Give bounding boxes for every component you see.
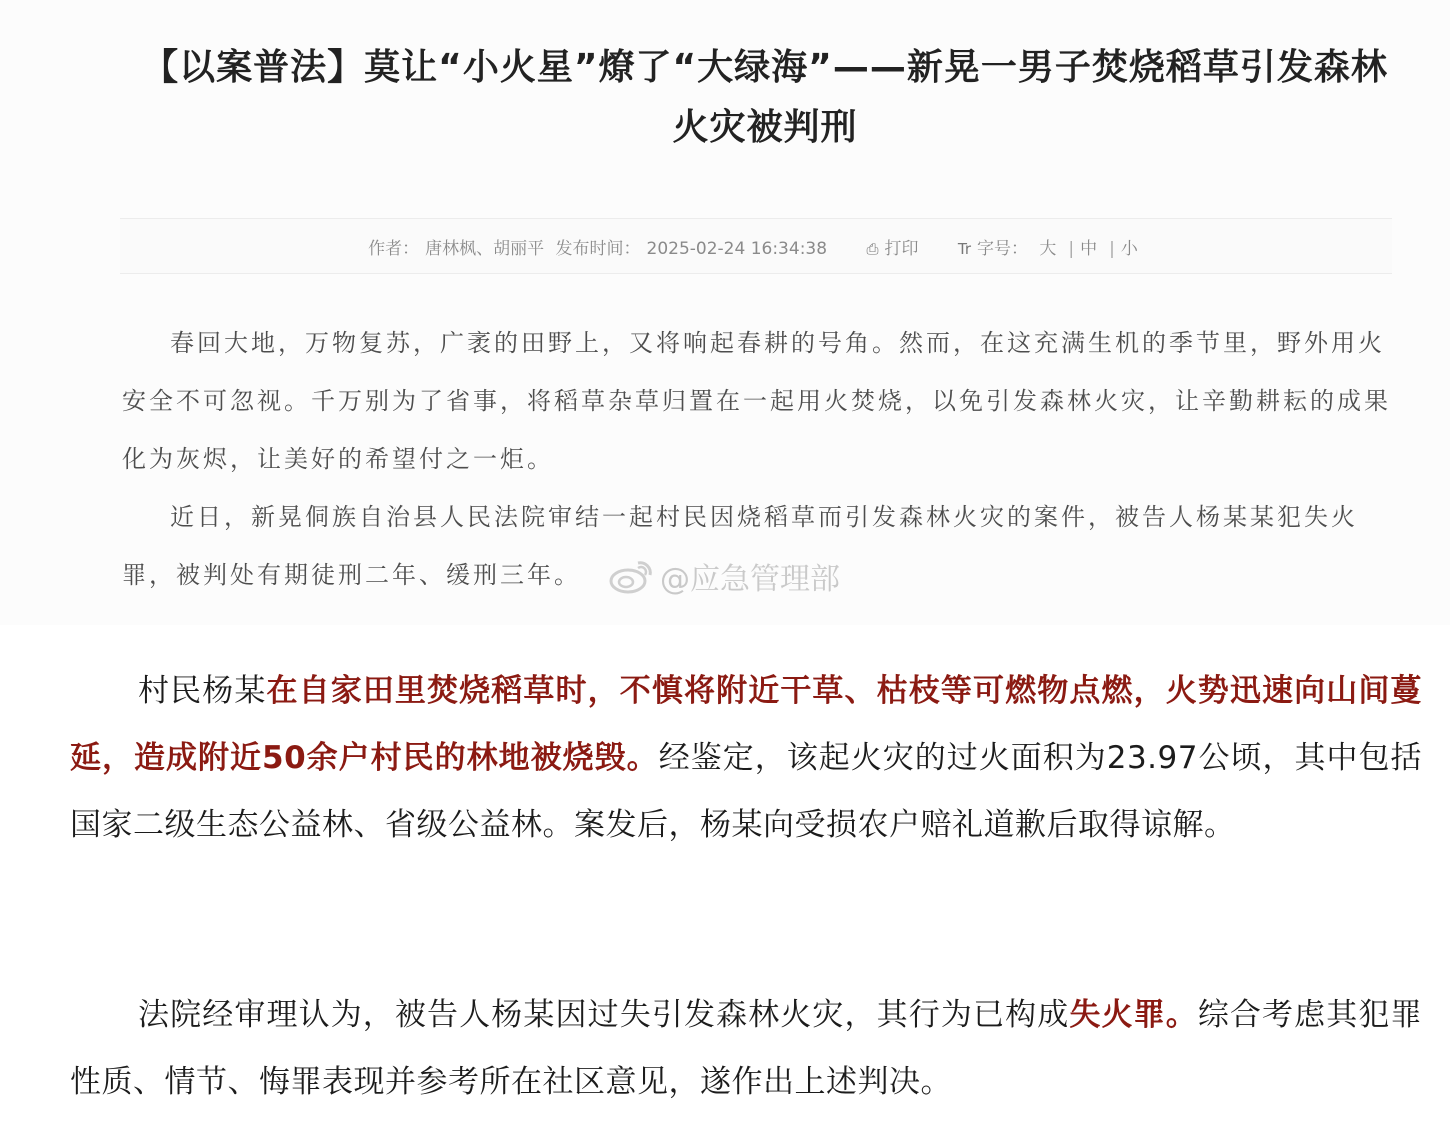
inner-paragraph-2: 近日，新晃侗族自治县人民法院审结一起村民因烧稻草而引发森林火灾的案件，被告人杨某某犯失火罪，被判处有期徒刑二年、缓刑三年。 bbox=[122, 503, 1358, 589]
font-size-large[interactable]: 大 bbox=[1039, 239, 1057, 259]
body-paragraph-1 bbox=[70, 658, 1422, 859]
font-size-small[interactable]: 小 bbox=[1120, 239, 1138, 259]
para2-text-b: 综合考虑其犯罪性质、情节、悔罪表现并参考所在社区意见，遂作出上述判决。 bbox=[70, 997, 1423, 1100]
font-size-medium[interactable]: 中 bbox=[1080, 239, 1098, 259]
inner-paragraph-1: 春回大地，万物复苏，广袤的田野上，又将响起春耕的号角。然而，在这充满生机的季节里，野外用火安全不可忽视。千万别为了省事，将稻草杂草归置在一起用火焚烧，以免引发森林火灾，让辛勤耕耘的成果化为灰烬，让美好的希望付之一炬。 bbox=[122, 329, 1391, 473]
watermark bbox=[608, 552, 840, 600]
separator: | bbox=[1068, 239, 1075, 259]
para2-highlight: 失火罪。 bbox=[1069, 997, 1198, 1033]
author-label: 作者： bbox=[368, 239, 420, 259]
author-names: 唐林枫、胡丽平 bbox=[425, 239, 545, 259]
article-title-line1: 【以案普法】莫让“小火星”燎了“大绿海”——新晃一男子焚烧稻草引发森林 bbox=[142, 47, 1388, 88]
para1-text-a: 村民杨某 bbox=[138, 673, 267, 709]
separator: | bbox=[1109, 239, 1115, 259]
weibo-icon bbox=[608, 557, 654, 595]
body-paragraph-2 bbox=[70, 982, 1422, 1116]
publish-time-label: 发布时间： bbox=[555, 239, 641, 259]
watermark-text: @应急管理部 bbox=[660, 562, 840, 597]
article-title-line2: 火灾被判刑 bbox=[672, 107, 858, 148]
font-size-icon: Tr bbox=[957, 240, 972, 258]
para2-text-a: 法院经审理认为，被告人杨某因过失引发森林火灾，其行为已构成 bbox=[138, 997, 1070, 1033]
font-size-label: 字号： bbox=[977, 239, 1029, 259]
article-title bbox=[110, 38, 1420, 158]
publish-time: 2025-02-24 16:34:38 bbox=[646, 239, 828, 259]
print-link[interactable]: 打印 bbox=[884, 239, 919, 259]
para1-text-b: 经鉴定，该起火灾的过火面积为23.97公顷，其中包括国家二级生态公益林、省级公益林。案发后，杨某向受损农户赔礼道歉后取得谅解。 bbox=[70, 740, 1423, 843]
printer-icon[interactable]: ⎙ bbox=[866, 240, 879, 258]
article-meta-bar bbox=[120, 218, 1392, 274]
para1-highlight: 在自家田里焚烧稻草时，不慎将附近干草、枯枝等可燃物点燃，火势迅速向山间蔓延，造成附近50余户村民的林地被烧毁。 bbox=[70, 673, 1423, 776]
